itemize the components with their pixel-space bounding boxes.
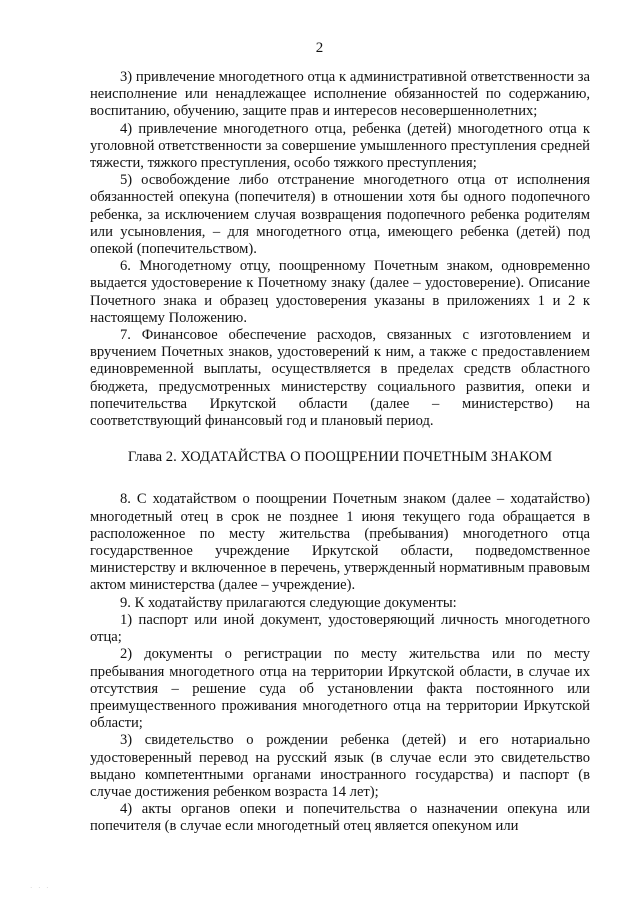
paragraph-clause-7: 7. Финансовое обеспечение расходов, связанных с изготовлением и вручением Почетных знаков, удостоверений к ним, а также с предоставлением единовременной выплаты, осуществляется в пределах средств областного бюджета, предусмотренных министерству социального развития, опеки и попечительства Иркутской области (далее – министерство) на соответствующий финансовый год и плановый период. <box>90 327 590 430</box>
chapter-heading: Глава 2. ХОДАТАЙСТВА О ПООЩРЕНИИ ПОЧЕТНЫМ ЗНАКОМ <box>127 449 553 466</box>
paragraph-doc-3: 3) свидетельство о рождении ребенка (детей) и его нотариально удостоверенный перевод на русский язык (в случае если это свидетельство выдано компетентными органами иностранного государства) и паспорт (в случае достижения ребенком возраста 14 лет); <box>90 732 590 800</box>
paragraph-clause-9: 9. К ходатайству прилагаются следующие документы: <box>120 594 457 611</box>
paragraph-clause-8: 8. С ходатайством о поощрении Почетным знаком (далее – ходатайство) многодетный отец в срок не позднее 1 июня текущего года обращается в расположенное по месту жительства (пребывания) многодетного отца государственное учреждение Иркутской области, подведомственное министерству и включенное в перечень, утвержденный нормативным правовым актом министерства (далее – учреждение). <box>90 491 590 594</box>
document-body <box>90 69 590 836</box>
paragraph-item-4: 4) привлечение многодетного отца, ребенка (детей) многодетного отца к уголовной ответственности за совершение умышленного преступления средней тяжести, тяжкого преступления, особо тяжкого преступления; <box>90 120 590 172</box>
paragraph-doc-1: 1) паспорт или иной документ, удостоверяющий личность многодетного отца; <box>90 611 590 646</box>
paragraph-item-3: 3) привлечение многодетного отца к административной ответственности за неисполнение или ненадлежащее исполнение обязанностей по содержанию, воспитанию, обучению, защите прав и интересов несовершеннолетних; <box>90 69 590 120</box>
scan-artifact: · · · <box>30 884 51 892</box>
page-number: 2 <box>315 40 324 56</box>
paragraph-item-5: 5) освобождение либо отстранение многодетного отца от исполнения обязанностей опекуна (попечителя) в отношении хотя бы одного подопечного ребенка, за исключением случая возвращения подопечного ребенка родителям или усыновления, – для многодетного отца, имеющего ребенка (детей) под опекой (попечительством). <box>90 172 590 258</box>
paragraph-doc-4: 4) акты органов опеки и попечительства о назначении опекуна или попечителя (в случае если многодетный отец является опекуном или <box>90 801 590 835</box>
paragraph-clause-6: 6. Многодетному отцу, поощренному Почетным знаком, одновременно выдается удостоверение к Почетному знаку (далее – удостоверение). Описание Почетного знака и образец удостоверения указаны в приложениях 1 и 2 к настоящему Положению. <box>90 258 590 326</box>
paragraph-doc-2: 2) документы о регистрации по месту жительства или по месту пребывания многодетного отца на территории Иркутской области, в случае их отсутствия – решение суда об установлении факта постоянного или преимущественного проживания многодетного отца на территории Иркутской области; <box>90 646 590 732</box>
